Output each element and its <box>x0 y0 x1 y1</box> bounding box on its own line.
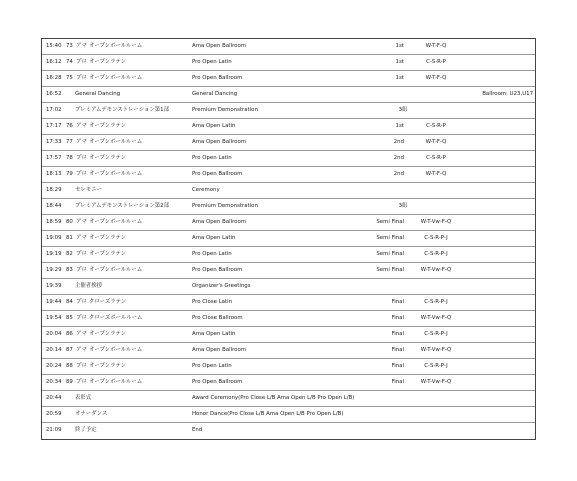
table-row <box>42 311 535 327</box>
event-name-jp: クローズラテン <box>89 299 127 305</box>
table-row <box>42 55 535 71</box>
event-name-en: Pro Open Latin <box>192 251 232 257</box>
table-row <box>42 119 535 135</box>
dance-list: C-S-R-P <box>426 155 446 161</box>
event-name-en: Pro Open Ballroom <box>192 267 243 273</box>
event-name-en: Ama Open Ballroom <box>192 347 247 353</box>
event-class: アマ <box>76 347 87 353</box>
table-row <box>42 151 535 167</box>
round-stage: 1st <box>395 59 404 65</box>
start-time: 19:29 <box>46 267 62 273</box>
start-time: 20:44 <box>46 395 62 401</box>
event-name-jp: General Dancing <box>75 91 121 97</box>
event-class: アマ <box>76 235 87 241</box>
dance-list: C-S-R-P-J <box>424 235 448 241</box>
dance-list: C-S-R-P-J <box>424 363 448 369</box>
table-row <box>42 263 535 279</box>
event-name-en: Organizer's Greetings <box>192 283 251 289</box>
event-name-jp: クローズボールルーム <box>89 315 143 321</box>
event-name-jp: オープンラテン <box>89 363 126 369</box>
event-name-en: Premium Demonstration <box>192 107 258 113</box>
table-row <box>42 391 535 407</box>
event-name-en: Pro Close Ballroom <box>192 315 243 321</box>
table-row <box>42 343 535 359</box>
event-name-jp: オープンラテン <box>89 251 126 257</box>
round-stage: 1st <box>395 75 404 81</box>
dance-list: W-T-Vw-F-Q <box>420 315 452 321</box>
event-name-jp: プレミアムデモンストレーション第2部 <box>75 203 169 209</box>
round-stage: Final <box>391 347 404 353</box>
table-row <box>42 327 535 343</box>
round-stage: Semi Final <box>376 235 404 241</box>
start-time: 17:57 <box>46 155 62 161</box>
event-name-jp: オープンボールルーム <box>89 139 143 145</box>
event-name-en: Ceremony <box>192 187 220 193</box>
round-stage: Semi Final <box>376 267 404 273</box>
event-name-jp: プレミアムデモンストレーション第1部 <box>75 107 169 113</box>
event-class: アマ <box>76 123 87 129</box>
event-class: アマ <box>76 139 87 145</box>
table-row <box>42 359 535 375</box>
table-row <box>42 279 535 295</box>
start-time: 19:54 <box>46 315 62 321</box>
event-name-jp: 終了予定 <box>75 427 97 433</box>
table-row <box>42 215 535 231</box>
start-time: 16:52 <box>46 91 62 97</box>
start-time: 20:24 <box>46 363 62 369</box>
round-stage: Final <box>391 315 404 321</box>
dance-list: W-T-Vw-F-Q <box>420 219 452 225</box>
round-stage: Semi Final <box>376 251 404 257</box>
start-time: 15:40 <box>46 43 62 49</box>
start-time: 18:29 <box>46 187 62 193</box>
dance-list: C-S-R-P-J <box>424 299 448 305</box>
event-class: プロ <box>76 75 87 81</box>
event-name-en: Ama Open Ballroom <box>192 139 247 145</box>
dance-list: W-T-Vw-F-Q <box>420 347 452 353</box>
event-number: 87 <box>66 347 73 353</box>
round-stage: Final <box>391 299 404 305</box>
event-name-en: General Dancing <box>192 91 238 97</box>
table-row <box>42 407 535 423</box>
event-number: 77 <box>66 139 73 145</box>
event-number: 79 <box>66 171 73 177</box>
event-class: プロ <box>76 251 87 257</box>
start-time: 17:02 <box>46 107 62 113</box>
event-name-en: Ama Open Ballroom <box>192 43 247 49</box>
event-name-jp: オープンラテン <box>89 331 126 337</box>
event-name-en: Premium Demonstration <box>192 203 258 209</box>
event-number: 82 <box>66 251 73 257</box>
event-number: 84 <box>66 299 73 305</box>
dance-list: C-S-R-P <box>426 59 446 65</box>
dance-list: W-T-Vw-F-Q <box>420 267 452 273</box>
start-time: 19:39 <box>46 283 62 289</box>
event-name-jp: オープンボールルーム <box>89 379 143 385</box>
event-number: 80 <box>66 219 73 225</box>
group-count: 3組 <box>398 107 408 113</box>
event-name-jp: セレモニー <box>75 187 102 193</box>
event-number: 81 <box>66 235 73 241</box>
start-time: 18:44 <box>46 203 62 209</box>
event-class: プロ <box>76 315 87 321</box>
event-number: 76 <box>66 123 73 129</box>
event-name-en: Award Ceremony(Pro Close L/B Ama Open L/B Pro Open L/B) <box>192 395 355 401</box>
event-name-en: Pro Open Latin <box>192 59 232 65</box>
table-row <box>42 39 535 55</box>
event-name-jp: オープンラテン <box>89 155 126 161</box>
event-name-jp: オープンボールルーム <box>89 219 143 225</box>
event-number: 73 <box>66 43 73 49</box>
event-name-en: Ama Open Ballroom <box>192 219 247 225</box>
event-number: 74 <box>66 59 73 65</box>
event-number: 85 <box>66 315 73 321</box>
round-stage: 2nd <box>393 139 404 145</box>
round-stage: Final <box>391 363 404 369</box>
dance-list: W-T-F-Q <box>425 43 447 49</box>
event-number: 75 <box>66 75 73 81</box>
round-stage: Final <box>391 379 404 385</box>
table-row <box>42 247 535 263</box>
start-time: 18:13 <box>46 171 62 177</box>
dance-list: W-T-Vw-F-Q <box>420 379 452 385</box>
event-class: プロ <box>76 267 87 273</box>
event-number: 86 <box>66 331 73 337</box>
table-row <box>42 87 535 103</box>
event-name-jp: オープンボールルーム <box>89 267 143 273</box>
event-class: プロ <box>76 59 87 65</box>
row-note: Ballroom: U23,U17 <box>482 91 533 97</box>
event-name-jp: オープンボールルーム <box>89 347 143 353</box>
start-time: 21:09 <box>46 427 62 433</box>
round-stage: Semi Final <box>376 219 404 225</box>
event-name-en: Pro Open Ballroom <box>192 171 243 177</box>
event-name-jp: オープンラテン <box>89 235 126 241</box>
table-row <box>42 375 535 391</box>
start-time: 19:44 <box>46 299 62 305</box>
dance-list: W-T-F-Q <box>425 75 447 81</box>
event-name-jp: オナーダンス <box>75 411 108 417</box>
event-name-en: Ama Open Latin <box>192 331 236 337</box>
event-number: 88 <box>66 363 73 369</box>
round-stage: 1st <box>395 123 404 129</box>
event-name-en: Ama Open Latin <box>192 123 236 129</box>
dance-list: C-S-R-P-J <box>424 331 448 337</box>
start-time: 18:59 <box>46 219 62 225</box>
round-stage: 2nd <box>393 155 404 161</box>
event-name-jp: オープンラテン <box>89 123 126 129</box>
start-time: 20:14 <box>46 347 62 353</box>
table-row <box>42 231 535 247</box>
event-class: プロ <box>76 171 87 177</box>
event-number: 78 <box>66 155 73 161</box>
table-row <box>42 423 535 439</box>
event-number: 89 <box>66 379 73 385</box>
event-name-en: Honor Dance(Pro Close L/B Ama Open L/B Pro Open L/B) <box>192 411 344 417</box>
start-time: 20:34 <box>46 379 62 385</box>
event-name-jp: オープンボールルーム <box>89 43 143 49</box>
table-row <box>42 167 535 183</box>
start-time: 20:04 <box>46 331 62 337</box>
dance-list: C-S-R-P-J <box>424 251 448 257</box>
table-row <box>42 71 535 87</box>
event-class: アマ <box>76 43 87 49</box>
table-row <box>42 183 535 199</box>
start-time: 19:19 <box>46 251 62 257</box>
event-name-en: Pro Open Latin <box>192 155 232 161</box>
round-stage: 2nd <box>393 171 404 177</box>
table-row <box>42 103 535 119</box>
dance-list: W-T-F-Q <box>425 171 447 177</box>
event-name-jp: オープンボールルーム <box>89 75 143 81</box>
start-time: 20:59 <box>46 411 62 417</box>
table-row <box>42 199 535 215</box>
event-name-jp: オープンラテン <box>89 59 126 65</box>
dance-list: C-S-R-P <box>426 123 446 129</box>
event-name-en: End <box>192 427 203 433</box>
start-time: 19:09 <box>46 235 62 241</box>
round-stage: 1st <box>395 43 404 49</box>
start-time: 17:17 <box>46 123 62 129</box>
event-class: アマ <box>76 331 87 337</box>
event-name-en: Pro Open Ballroom <box>192 379 243 385</box>
event-name-en: Pro Open Ballroom <box>192 75 243 81</box>
start-time: 16:12 <box>46 59 62 65</box>
event-name-en: Ama Open Latin <box>192 235 236 241</box>
event-class: プロ <box>76 155 87 161</box>
round-stage: Final <box>391 331 404 337</box>
table-row <box>42 135 535 151</box>
event-name-jp: オープンボールルーム <box>89 171 143 177</box>
event-class: プロ <box>76 299 87 305</box>
schedule-table <box>41 38 536 440</box>
dance-list: W-T-F-Q <box>425 139 447 145</box>
table-row <box>42 295 535 311</box>
event-number: 83 <box>66 267 73 273</box>
event-class: プロ <box>76 379 87 385</box>
start-time: 16:28 <box>46 75 62 81</box>
start-time: 17:33 <box>46 139 62 145</box>
group-count: 3組 <box>398 203 408 209</box>
event-name-jp: 主催者挨拶 <box>75 283 102 289</box>
event-class: アマ <box>76 219 87 225</box>
event-name-jp: 表彰式 <box>75 395 92 401</box>
event-name-en: Pro Open Latin <box>192 363 232 369</box>
event-class: プロ <box>76 363 87 369</box>
event-name-en: Pro Close Latin <box>192 299 232 305</box>
